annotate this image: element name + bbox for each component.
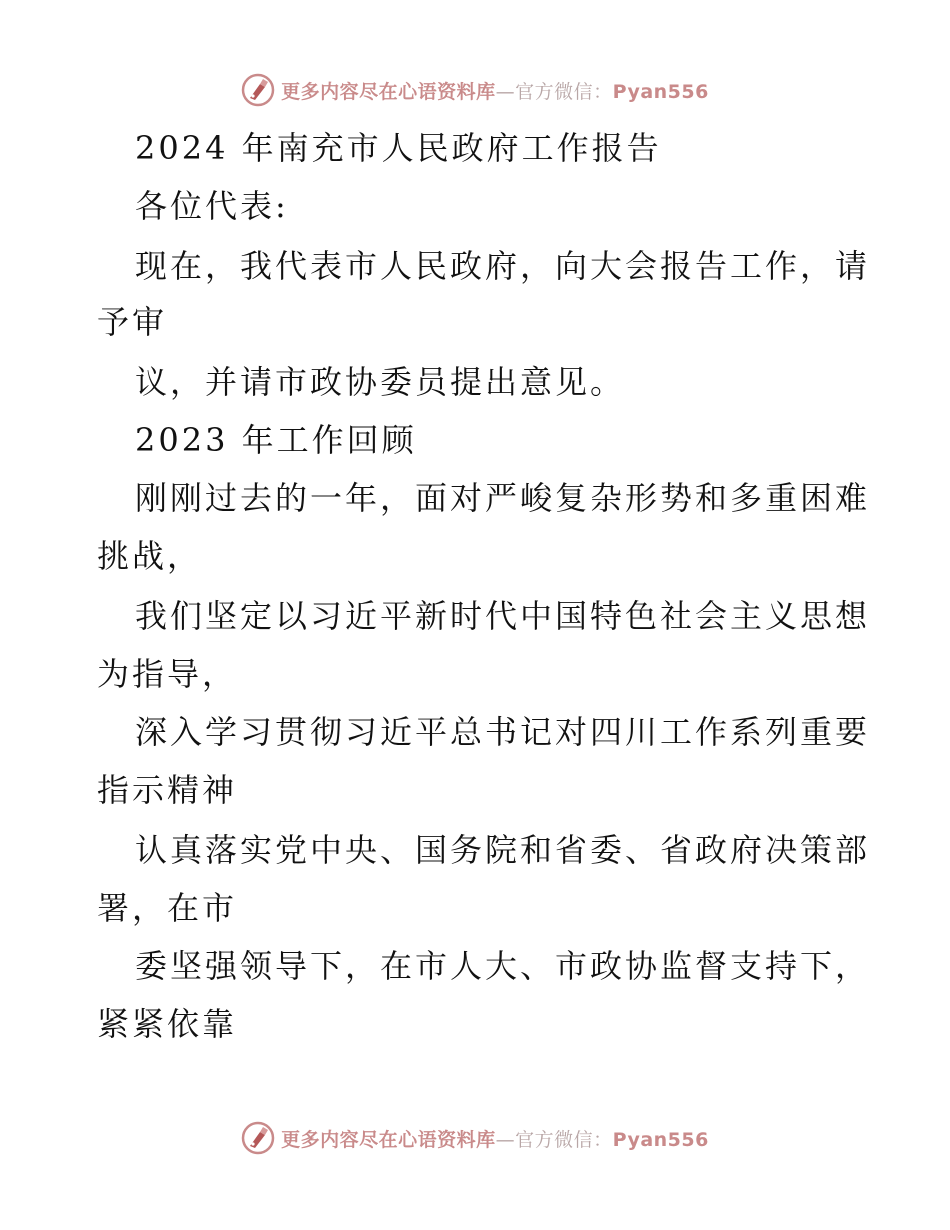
- watermark-text: 更多内容尽在心语资料库—官方微信：Pyan556: [281, 80, 709, 103]
- paragraph-line: 现在，我代表市人民政府，向大会报告工作，请: [135, 247, 871, 285]
- footer-watermark: [0, 1118, 950, 1158]
- document-title: 2024 年南充市人民政府工作报告: [135, 129, 662, 167]
- pen-nib-circle-icon: [241, 73, 275, 107]
- paragraph-line: 议，并请市政协委员提出意见。: [135, 363, 626, 401]
- header-watermark: [0, 70, 950, 110]
- paragraph-line: 深入学习贯彻习近平总书记对四川工作系列重要: [135, 713, 871, 751]
- pen-nib-circle-icon: [241, 1121, 275, 1155]
- section-heading: 2023 年工作回顾: [135, 421, 417, 459]
- paragraph-line: 指示精神: [97, 771, 238, 809]
- paragraph-line: 予审: [97, 303, 168, 341]
- paragraph-line: 认真落实党中央、国务院和省委、省政府决策部: [135, 831, 871, 869]
- paragraph-line: 挑战，: [97, 537, 203, 575]
- paragraph-line: 紧紧依靠: [97, 1005, 238, 1043]
- paragraph-line: 为指导，: [97, 655, 238, 693]
- watermark-text: 更多内容尽在心语资料库—官方微信：Pyan556: [281, 1128, 709, 1151]
- paragraph-line: 委坚强领导下，在市人大、市政协监督支持下，: [135, 947, 871, 985]
- paragraph-line: 署，在市: [97, 889, 238, 927]
- salutation: 各位代表:: [135, 187, 289, 225]
- paragraph-line: 我们坚定以习近平新时代中国特色社会主义思想: [135, 597, 871, 635]
- paragraph-line: 刚刚过去的一年，面对严峻复杂形势和多重困难: [135, 479, 871, 517]
